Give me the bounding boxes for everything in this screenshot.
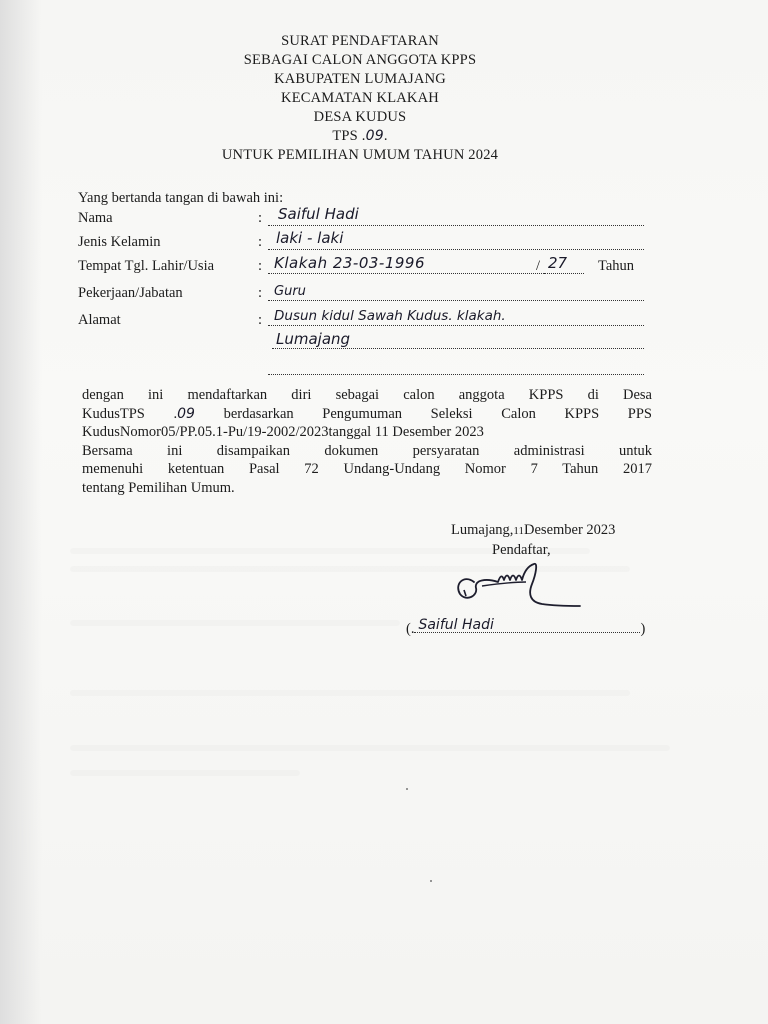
dotted-line <box>268 225 644 226</box>
paragraph-line: memenuhi ketentuan Pasal 72 Undang-Undang Nomor 7 Tahun 2017 <box>82 461 652 477</box>
field-nama <box>78 207 648 229</box>
field-value-handwritten[interactable]: Saiful Hadi <box>278 205 359 223</box>
tps-prefix: TPS . <box>332 128 366 144</box>
field-label: Nama <box>78 210 113 226</box>
field-colon: : <box>258 210 263 226</box>
heading-election: UNTUK PEMILIHAN UMUM TAHUN 2024 <box>221 147 499 163</box>
bleed-through-mark <box>70 690 630 696</box>
dotted-line <box>268 325 644 326</box>
dotted-line <box>272 348 644 349</box>
place-text: Lumajang, <box>451 522 514 538</box>
field-value-handwritten[interactable]: laki - laki <box>276 229 344 247</box>
field-alamat <box>78 309 648 331</box>
bleed-through-mark <box>70 620 400 626</box>
field-colon: : <box>258 312 263 328</box>
signer-role: Pendaftar, <box>492 542 551 558</box>
address-line2-handwritten[interactable]: Lumajang <box>276 330 351 348</box>
dotted-line <box>414 617 640 633</box>
dotted-line <box>268 374 644 375</box>
heading-village: DESA KUDUS <box>313 109 407 125</box>
field-label: Jenis Kelamin <box>78 234 161 250</box>
heading-subtitle: SEBAGAI CALON ANGGOTA KPPS <box>243 52 477 68</box>
announcement-text: berdasarkan Pengumuman Seleksi Calon KPPS PPS <box>194 405 652 422</box>
dotted-line <box>268 249 644 250</box>
paragraph-line <box>82 405 652 424</box>
field-colon: : <box>258 234 263 250</box>
age-unit: Tahun <box>598 258 635 274</box>
age-separator: / <box>536 258 541 274</box>
paragraph-line: KudusNomor05/PP.05.1-Pu/19-2002/2023tanggal 11 Desember 2023 <box>82 424 484 440</box>
tps-suffix: . <box>383 128 388 144</box>
dotted-line <box>544 273 584 274</box>
intro-text: Yang bertanda tangan di bawah ini: <box>78 190 284 206</box>
age-value-handwritten[interactable]: 27 <box>548 254 568 272</box>
tps-number-handwritten: 09 <box>177 405 195 422</box>
heading-district: KECAMATAN KLAKAH <box>281 90 439 106</box>
close-paren: ) <box>640 621 646 637</box>
heading-regency: KABUPATEN LUMAJANG <box>274 71 446 87</box>
field-label: Tempat Tgl. Lahir/Usia <box>78 258 215 274</box>
signer-name-handwritten[interactable]: Saiful Hadi <box>418 617 494 633</box>
heading-tps <box>190 127 530 146</box>
day-text: 11 <box>513 525 525 537</box>
field-label: Alamat <box>78 312 121 328</box>
handwritten-signature <box>446 560 586 620</box>
paragraph-line: tentang Pemilihan Umum. <box>82 479 235 496</box>
dotted-line <box>268 273 546 274</box>
declaration-paragraph <box>82 386 652 497</box>
paper-speck <box>406 788 408 790</box>
open-paren: (. <box>406 621 415 637</box>
dotted-line <box>268 300 644 301</box>
heading-title: SURAT PENDAFTARAN <box>281 33 439 49</box>
tps-text: KudusTPS . <box>82 405 178 422</box>
bleed-through-mark <box>70 770 300 776</box>
month-year-text: Desember 2023 <box>524 522 616 538</box>
bleed-through-mark <box>70 745 670 751</box>
paper-speck <box>430 880 432 882</box>
field-value-handwritten[interactable]: Dusun kidul Sawah Kudus. klakah. <box>274 308 506 324</box>
field-pekerjaan <box>78 282 648 304</box>
paragraph-line: Bersama ini disampaikan dokumen persyaratan administrasi untuk <box>82 442 652 459</box>
signer-name-line <box>406 617 646 638</box>
tps-number-handwritten: 09 <box>365 128 384 144</box>
field-colon: : <box>258 258 263 274</box>
field-colon: : <box>258 285 263 301</box>
document-heading <box>190 32 530 165</box>
place-date <box>451 522 615 539</box>
field-tempat-tgl-lahir <box>78 255 648 277</box>
field-value-handwritten[interactable]: Klakah 23-03-1996 <box>274 254 426 272</box>
field-label: Pekerjaan/Jabatan <box>78 285 183 301</box>
field-value-handwritten[interactable]: Guru <box>274 284 306 299</box>
paragraph-line: dengan ini mendaftarkan diri sebagai calon anggota KPPS di Desa <box>82 387 652 403</box>
field-jenis-kelamin <box>78 231 648 253</box>
